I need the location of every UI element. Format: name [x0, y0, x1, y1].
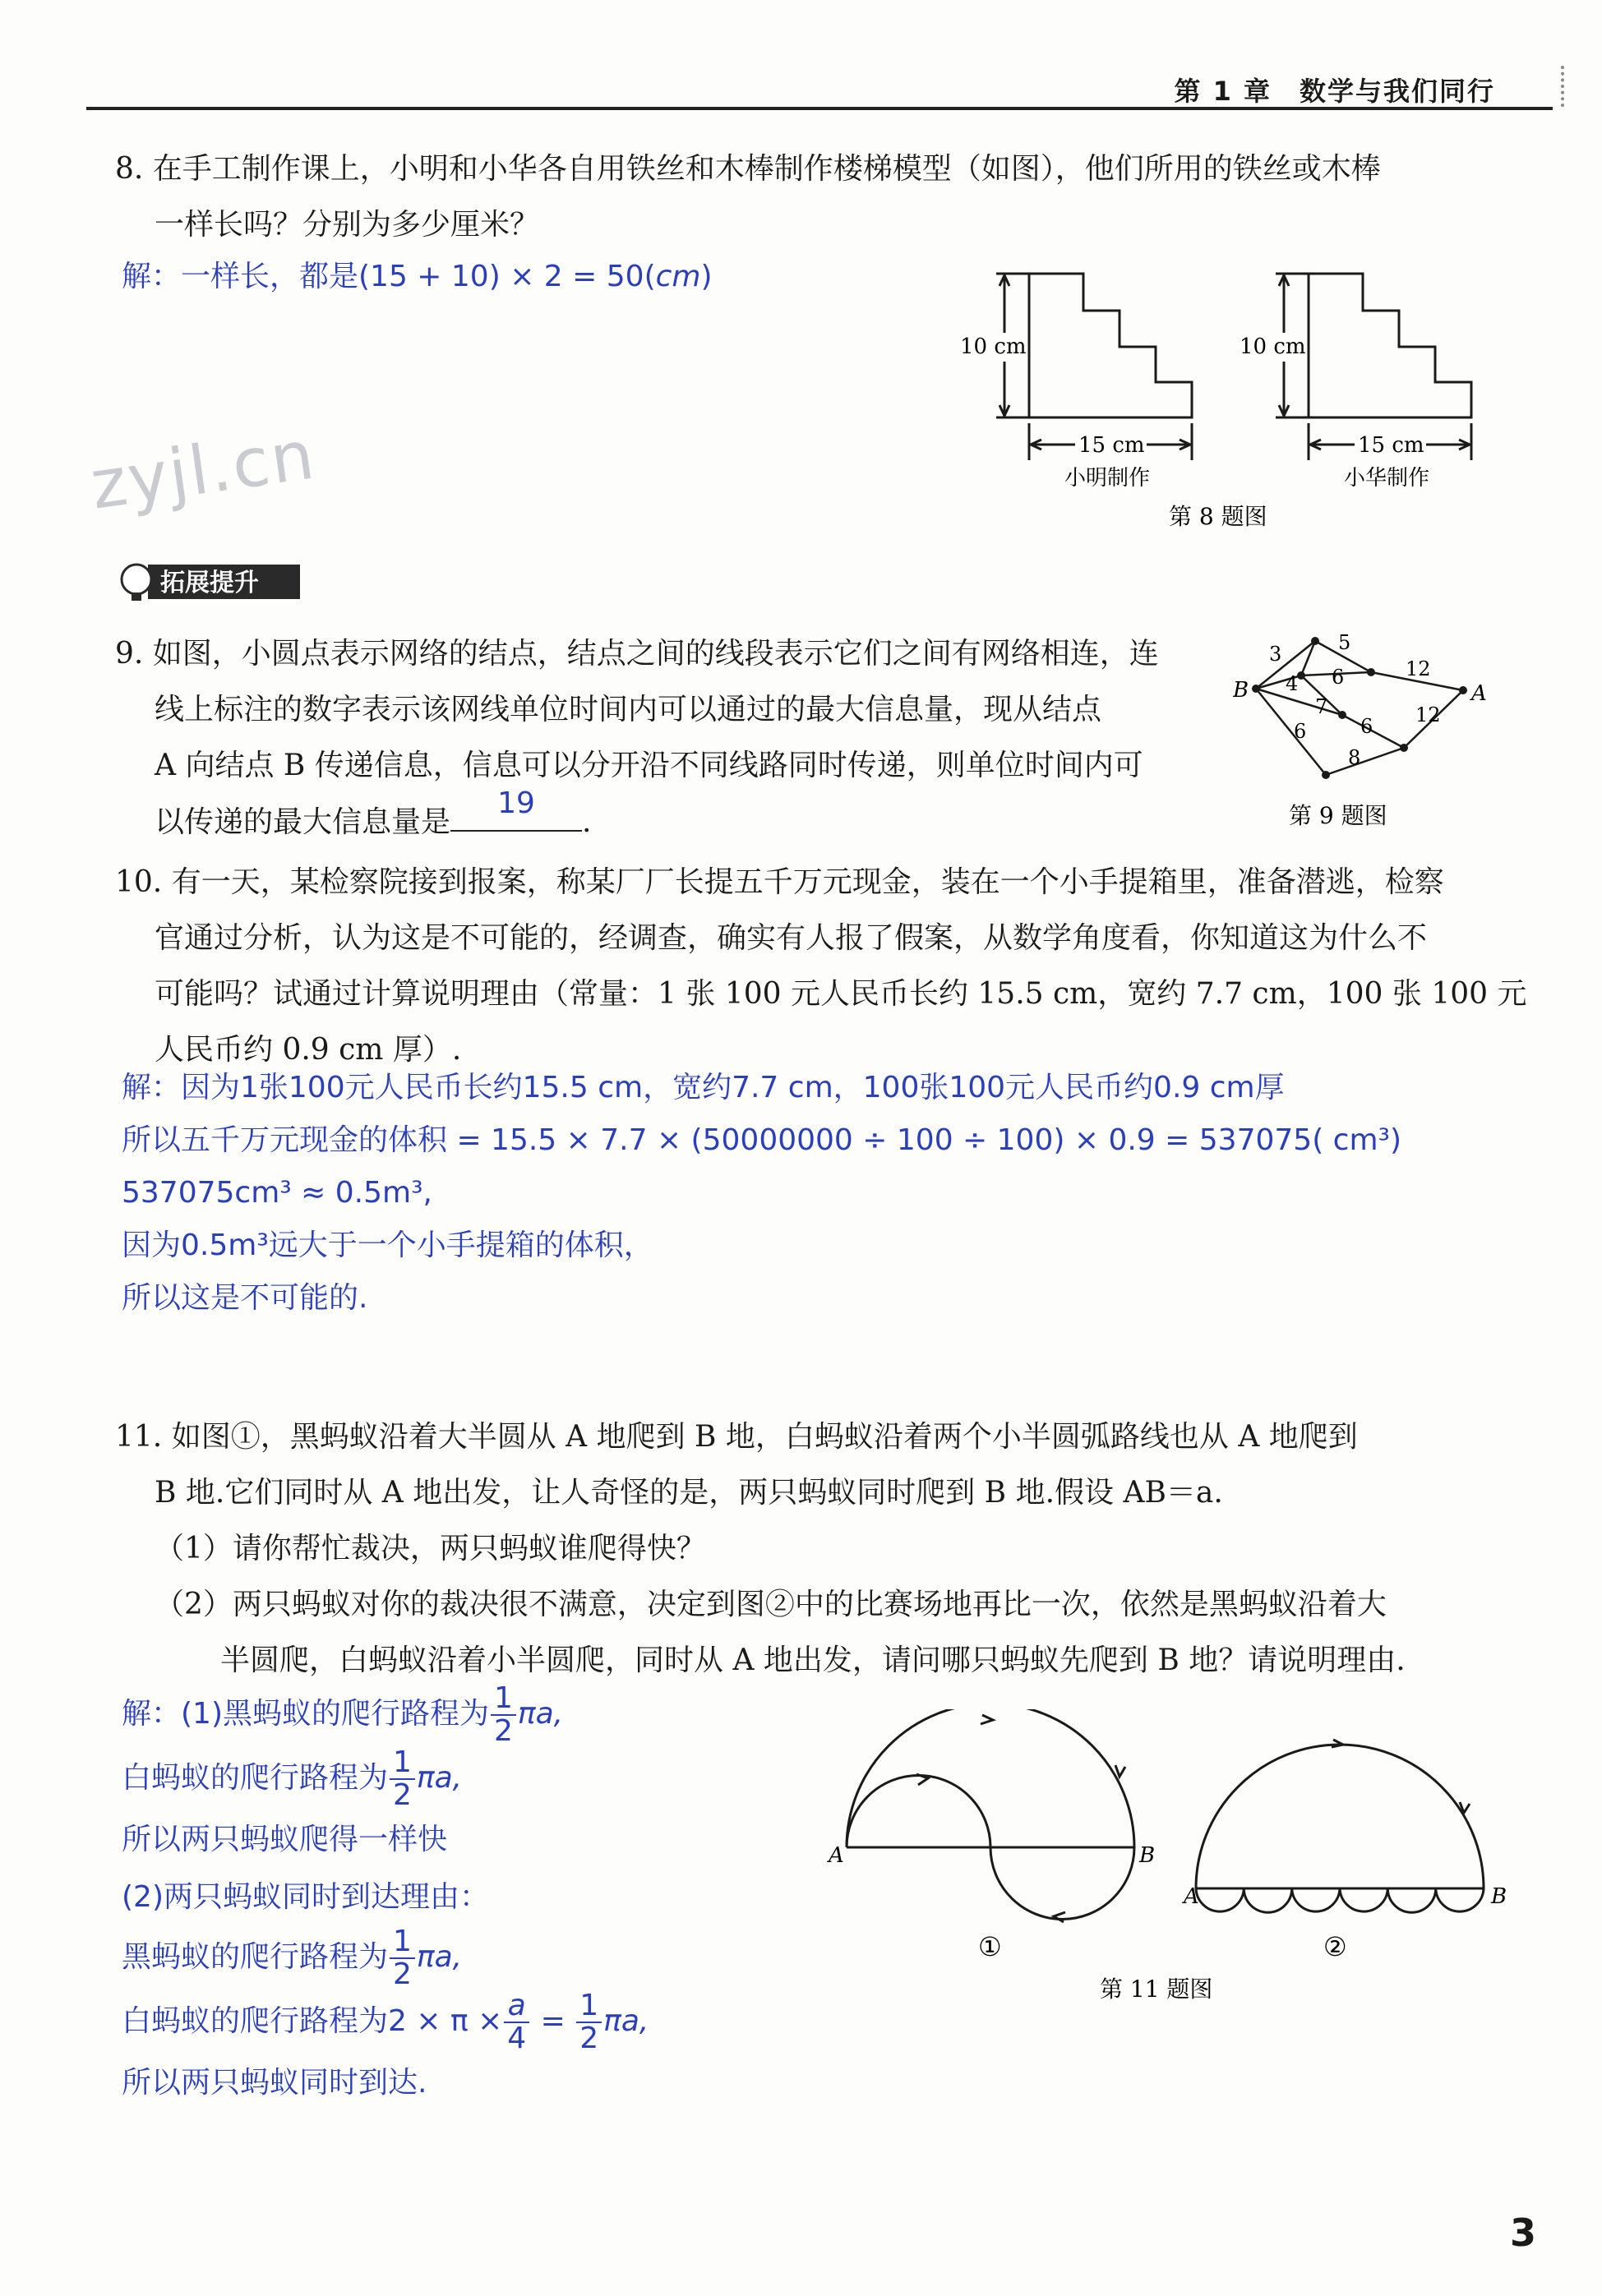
fig1-label-b: B — [1139, 1843, 1156, 1868]
q11-sub-1: （1）请你帮忙裁决，两只蚂蚁谁爬得快？ — [155, 1532, 706, 1565]
fraction-half — [576, 1990, 602, 2054]
q9-edge-label: 3 — [1269, 643, 1282, 666]
fraction-half — [390, 1747, 415, 1811]
q9-edge-label: 4 — [1286, 672, 1299, 695]
fraction-numerator: a — [504, 1990, 529, 2023]
q9-line-1: 9. 如图，小圆点表示网络的结点，结点之间的线段表示它们之间有网络相连，连 — [115, 637, 1159, 671]
q10-answer-line: 所以这是不可能的. — [122, 1281, 368, 1315]
section-badge-label: 拓展提升 — [160, 569, 259, 597]
fraction-numerator: 1 — [491, 1683, 516, 1716]
q11-answer — [122, 1683, 649, 2112]
q8-left-height-label: 10 cm — [960, 334, 1027, 359]
q10-line-2: 官通过分析，认为这是不可能的，经调查，确实有人报了假案，从数学角度看，你知道这为什么不 — [155, 921, 1428, 955]
lightbulb-icon — [122, 565, 151, 594]
fig2-label-a: A — [1184, 1884, 1199, 1909]
q10-line-1: 10. 有一天，某检察院接到报案，称某厂厂长提五千万元现金，装在一个小手提箱里，准备潜逃，检察 — [115, 865, 1444, 899]
q9-node-b: B — [1233, 678, 1249, 703]
q8-answer — [122, 251, 713, 303]
q9-edge-label: 5 — [1338, 631, 1351, 654]
q9-line-3: A 向结点 B 传递信息，信息可以分开沿不同线路同时传递，则单位时间内可 — [155, 749, 1143, 782]
question-8 — [115, 141, 1496, 253]
q11-a1-tail: πa, — [517, 1697, 564, 1731]
q8-left-caption: 小明制作 — [1064, 466, 1151, 491]
q11-answer-line-6 — [122, 1990, 649, 2054]
q8-line-2: 一样长吗？分别为多少厘米？ — [155, 208, 540, 242]
fraction-denominator: 2 — [393, 1778, 412, 1812]
small-semicircle-upper — [847, 1776, 990, 1848]
fraction-numerator: 1 — [390, 1926, 415, 1959]
fraction-half — [491, 1683, 516, 1747]
fig1-label-a: A — [829, 1843, 844, 1868]
small-semicircle-lower — [990, 1847, 1134, 1919]
q8-right-width-label: 15 cm — [1358, 433, 1424, 458]
q11-figure — [822, 1709, 1545, 2013]
big-semicircle-path — [847, 1709, 1134, 1847]
header-edge-dots — [1561, 66, 1569, 107]
page-number: 3 — [1509, 2211, 1536, 2255]
q11-a2-tail: πa, — [416, 1761, 463, 1795]
watermark: zyjl.cn — [85, 416, 321, 525]
fraction-denominator: 4 — [507, 2022, 527, 2055]
q11-answer-line-1 — [122, 1683, 649, 1747]
fraction-denominator: 2 — [393, 1957, 412, 1991]
fig2-label-b: B — [1491, 1884, 1507, 1909]
q9-node-a: A — [1471, 681, 1487, 706]
fraction-denominator: 2 — [579, 2022, 599, 2055]
q8-figure-caption: 第 8 题图 — [1169, 503, 1267, 530]
q9-line-4-text: 以传递的最大信息量是 — [155, 805, 451, 839]
q9-network-figure — [1233, 625, 1504, 838]
xiaohua-stair-shape — [1309, 274, 1471, 417]
q9-edge-label: 6 — [1332, 666, 1345, 689]
q11-a6-tail: πa, — [603, 2004, 649, 2038]
q10-answer-line: 所以五千万元现金的体积 = 15.5 × 7.7 × (50000000 ÷ 100 ÷ 100) × 0.9 = 537075( cm³) — [122, 1123, 1402, 1157]
q9-edge-label: 12 — [1406, 657, 1431, 680]
q11-answer-line-4: (2)两只蚂蚁同时到达理由： — [122, 1880, 489, 1914]
q9-line-2: 线上标注的数字表示该网线单位时间内可以通过的最大信息量，现从结点 — [155, 693, 1102, 726]
fraction-numerator: 1 — [390, 1747, 415, 1780]
q11-line-1: 11. 如图①，黑蚂蚁沿着大半圆从 A 地爬到 B 地，白蚂蚁沿着两个小半圆弧路线也从 A 地爬到 — [115, 1420, 1358, 1454]
question-10 — [115, 855, 1527, 1078]
fraction-half — [390, 1926, 415, 1990]
q8-line-1: 8. 在手工制作课上，小明和小华各自用铁丝和木棒制作楼梯模型（如图），他们所用的铁丝或木棒 — [115, 152, 1381, 186]
q11-a6-text: 白蚂蚁的爬行路程为2 × π × — [122, 2004, 503, 2038]
fraction-numerator: 1 — [576, 1990, 602, 2023]
q10-answer — [122, 1062, 1401, 1325]
q8-figure — [945, 263, 1504, 542]
q11-a1-text: 解：(1)黑蚂蚁的爬行路程为 — [122, 1697, 489, 1731]
q11-sub-2-line-1: （2）两只蚂蚁对你的裁决很不满意，决定到图②中的比赛场地再比一次，依然是黑蚂蚁沿着大 — [155, 1588, 1387, 1621]
q9-edge-label: 7 — [1315, 695, 1328, 718]
q9-edge-label: 8 — [1348, 746, 1361, 769]
q9-answer-blank — [450, 786, 582, 832]
q11-answer-line-7: 所以两只蚂蚁同时到达. — [122, 2066, 427, 2100]
q10-answer-line: 解：因为1张100元人民币长约15.5 cm，宽约7.7 cm，100张100元人民币约0.9 cm厚 — [122, 1071, 1285, 1104]
header-rule — [86, 107, 1553, 110]
q11-a5-text: 黑蚂蚁的爬行路程为 — [122, 1940, 389, 1974]
q9-edge-label: 6 — [1294, 720, 1307, 743]
q11-figure-caption: 第 11 题图 — [1100, 1976, 1213, 2003]
q11-a6-equals: = — [540, 2004, 566, 2038]
fig2-marker: ② — [1323, 1931, 1347, 1962]
question-11 — [115, 1409, 1496, 1689]
q9-answer-value: 19 — [497, 786, 535, 820]
q11-a5-tail: πa, — [416, 1940, 463, 1974]
fig1-marker: ① — [978, 1931, 1002, 1962]
q10-answer-line: 537075cm³ ≈ 0.5m³, — [122, 1176, 432, 1210]
q8-left-width-label: 15 cm — [1078, 433, 1145, 458]
q11-answer-line-2 — [122, 1747, 649, 1811]
q8-right-caption: 小华制作 — [1344, 466, 1430, 491]
q9-line-4-end: . — [582, 805, 592, 839]
q9-edge-label: 6 — [1360, 715, 1373, 738]
q10-answer-line: 因为0.5m³远大于一个小手提箱的体积， — [122, 1229, 653, 1262]
q11-a2-text: 白蚂蚁的爬行路程为 — [122, 1761, 389, 1795]
q11-sub-2-line-2: 半圆爬，白蚂蚁沿着小半圆爬，同时从 A 地出发，请问哪只蚂蚁先爬到 B 地？请说明理由. — [220, 1644, 1406, 1677]
q10-line-3: 可能吗？试通过计算说明理由（常量：1 张 100 元人民币长约 15.5 cm，宽约 7.7 cm，100 张 100 元 — [155, 977, 1527, 1011]
q9-line-4 — [115, 786, 1249, 851]
q8-right-height-label: 10 cm — [1240, 334, 1306, 359]
q11-line-2: B 地.它们同时从 A 地出发，让人奇怪的是，两只蚂蚁同时爬到 B 地.假设 AB＝a. — [155, 1476, 1223, 1510]
fraction-denominator: 2 — [494, 1714, 513, 1748]
q9-figure-caption: 第 9 题图 — [1289, 802, 1387, 829]
q9-edge-label: 12 — [1415, 703, 1441, 726]
q8-answer-tail: ) — [700, 260, 713, 293]
section-badge — [115, 561, 300, 602]
q11-answer-line-3: 所以两只蚂蚁爬得一样快 — [122, 1823, 448, 1856]
q10-line-4: 人民币约 0.9 cm 厚）. — [155, 1033, 462, 1067]
chapter-header: 第 1 章 数学与我们同行 — [1174, 76, 1495, 107]
xiaoming-stair-shape — [1029, 274, 1192, 417]
fraction-a-over-4 — [504, 1990, 529, 2054]
q11-answer-line-5 — [122, 1926, 649, 1990]
q8-answer-text: 解：一样长，都是(15 + 10) × 2 = 50( — [122, 260, 656, 293]
q8-answer-unit: cm — [655, 260, 701, 293]
question-9 — [115, 626, 1249, 851]
